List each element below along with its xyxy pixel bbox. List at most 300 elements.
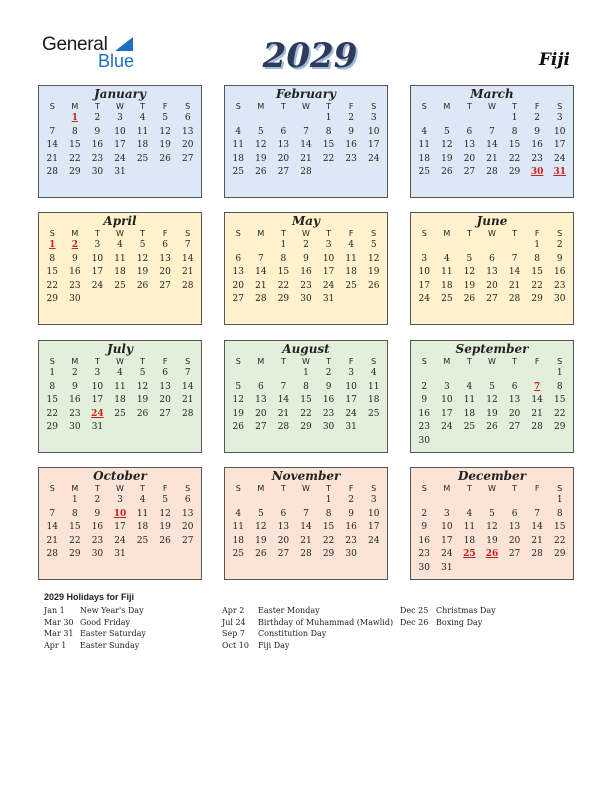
holiday-row xyxy=(222,640,393,652)
month-name: October xyxy=(93,469,147,483)
day-cell: 1 xyxy=(71,495,78,505)
day-cell: 21 xyxy=(531,535,543,546)
holiday-day-cell: 31 xyxy=(553,167,566,178)
day-cell: 6 xyxy=(280,508,287,519)
day-cell: 8 xyxy=(280,253,287,264)
weekday-header: T xyxy=(140,484,145,493)
day-cell: 18 xyxy=(463,408,476,419)
month-days-grid xyxy=(225,483,387,562)
day-cell: 25 xyxy=(463,422,476,433)
day-cell: 10 xyxy=(114,126,126,137)
day-cell: 28 xyxy=(181,280,194,291)
weekday-header: F xyxy=(348,484,354,493)
day-cell: 8 xyxy=(71,126,78,137)
day-cell: 1 xyxy=(556,368,563,378)
weekday-header: S xyxy=(557,357,563,366)
holiday-name: Easter Sunday xyxy=(80,640,140,650)
day-cell: 26 xyxy=(232,422,244,433)
day-cell: 9 xyxy=(325,381,332,392)
day-cell: 21 xyxy=(277,408,290,419)
day-cell: 19 xyxy=(463,280,476,291)
day-cell: 23 xyxy=(553,280,566,291)
day-cell: 7 xyxy=(49,126,56,137)
weekday-header: T xyxy=(140,229,145,238)
weekday-header: S xyxy=(421,102,427,111)
day-cell: 6 xyxy=(184,495,191,505)
month-may xyxy=(224,212,388,325)
day-cell: 26 xyxy=(136,280,149,291)
day-cell: 20 xyxy=(159,267,171,278)
empty-day-cell xyxy=(436,494,459,508)
day-cell: 15 xyxy=(553,522,566,533)
day-cell: 31 xyxy=(345,422,357,433)
weekday-header: T xyxy=(326,357,331,366)
day-cell: 3 xyxy=(325,240,332,250)
month-name: December xyxy=(457,469,527,483)
day-cell: 23 xyxy=(91,535,104,546)
weekday-header: W xyxy=(116,357,124,366)
holiday-column xyxy=(44,605,146,651)
day-cell: 18 xyxy=(136,140,149,151)
day-cell: 4 xyxy=(117,368,123,378)
day-cell: 12 xyxy=(159,126,171,137)
holiday-day-cell: 25 xyxy=(463,549,476,560)
weekday-header: M xyxy=(71,484,79,493)
holiday-name: New Year's Day xyxy=(80,606,144,615)
weekday-header: T xyxy=(326,229,331,238)
day-cell: 10 xyxy=(367,508,380,519)
day-cell: 27 xyxy=(486,294,498,305)
holiday-date: Jul 24 xyxy=(222,617,246,627)
empty-day-cell xyxy=(503,239,526,253)
empty-day-cell xyxy=(458,239,481,253)
day-cell: 10 xyxy=(91,253,104,264)
day-cell: 11 xyxy=(232,522,244,533)
day-cell: 17 xyxy=(553,140,566,151)
weekday-header: T xyxy=(326,484,331,493)
day-cell: 17 xyxy=(345,395,357,406)
month-days-grid xyxy=(411,228,573,307)
day-cell: 22 xyxy=(46,408,58,419)
weekday-header: W xyxy=(116,229,124,238)
day-cell: 25 xyxy=(136,535,149,546)
weekday-header: M xyxy=(71,229,79,238)
day-cell: 14 xyxy=(46,522,58,533)
day-cell: 15 xyxy=(508,140,521,151)
day-cell: 1 xyxy=(303,368,309,378)
day-cell: 13 xyxy=(159,381,171,392)
weekday-header: T xyxy=(512,102,517,111)
empty-day-cell xyxy=(227,112,250,126)
day-cell: 6 xyxy=(184,113,191,123)
day-cell: 8 xyxy=(556,381,563,392)
day-cell: 7 xyxy=(303,508,309,519)
empty-day-cell xyxy=(250,239,273,253)
day-cell: 5 xyxy=(489,381,495,392)
day-cell: 8 xyxy=(534,253,540,264)
day-cell: 20 xyxy=(508,535,521,546)
day-cell: 6 xyxy=(257,381,264,392)
day-cell: 25 xyxy=(136,153,149,164)
day-cell: 11 xyxy=(441,267,453,278)
day-cell: 19 xyxy=(255,535,267,546)
day-cell: 15 xyxy=(69,522,81,533)
day-cell: 24 xyxy=(418,294,430,305)
day-cell: 9 xyxy=(71,381,78,392)
day-cell: 21 xyxy=(255,280,267,291)
day-cell: 3 xyxy=(556,113,563,123)
weekday-header: W xyxy=(116,102,124,111)
day-cell: 19 xyxy=(136,267,149,278)
day-cell: 2 xyxy=(94,113,101,123)
day-cell: 11 xyxy=(345,253,357,264)
day-cell: 8 xyxy=(303,381,309,392)
day-cell: 4 xyxy=(235,508,242,519)
day-cell: 4 xyxy=(421,126,428,137)
day-cell: 14 xyxy=(486,140,498,151)
day-cell: 1 xyxy=(49,368,56,378)
day-cell: 26 xyxy=(159,153,171,164)
weekday-header: F xyxy=(534,229,540,238)
day-cell: 26 xyxy=(367,280,380,291)
holiday-date: Apr 2 xyxy=(222,606,245,615)
holiday-day-cell: 7 xyxy=(534,381,541,392)
day-cell: 17 xyxy=(91,267,104,278)
day-cell: 9 xyxy=(348,508,354,519)
day-cell: 19 xyxy=(159,140,171,151)
empty-day-cell xyxy=(503,494,526,508)
day-cell: 14 xyxy=(181,381,194,392)
day-cell: 21 xyxy=(46,153,58,164)
day-cell: 29 xyxy=(46,422,58,433)
day-cell: 24 xyxy=(553,153,566,164)
day-cell: 14 xyxy=(255,267,267,278)
weekday-header: S xyxy=(49,357,55,366)
weekday-header: S xyxy=(49,229,55,238)
day-cell: 16 xyxy=(531,140,543,151)
day-cell: 11 xyxy=(114,381,126,392)
day-cell: 10 xyxy=(367,126,380,137)
empty-day-cell xyxy=(272,367,295,381)
weekday-header: W xyxy=(302,229,310,238)
day-cell: 5 xyxy=(235,381,242,392)
month-days-grid xyxy=(39,101,201,180)
day-cell: 12 xyxy=(255,522,267,533)
day-cell: 23 xyxy=(531,153,543,164)
holiday-day-cell: 30 xyxy=(530,167,544,178)
day-cell: 18 xyxy=(418,153,430,164)
day-cell: 9 xyxy=(94,126,101,137)
day-cell: 7 xyxy=(280,381,287,392)
day-cell: 11 xyxy=(232,140,244,151)
day-cell: 28 xyxy=(277,422,290,433)
day-cell: 28 xyxy=(300,167,312,178)
weekday-header: S xyxy=(371,357,377,366)
day-cell: 27 xyxy=(277,167,290,178)
day-cell: 16 xyxy=(91,522,104,533)
day-cell: 29 xyxy=(508,167,521,178)
day-cell: 2 xyxy=(556,240,563,250)
month-name: November xyxy=(271,469,341,483)
day-cell: 27 xyxy=(159,280,171,291)
month-days-grid xyxy=(39,228,201,307)
day-cell: 7 xyxy=(49,508,56,519)
day-cell: 12 xyxy=(486,522,498,533)
empty-day-cell xyxy=(458,112,481,126)
weekday-header: S xyxy=(557,229,563,238)
weekday-header: F xyxy=(162,229,168,238)
holiday-name: Christmas Day xyxy=(436,606,496,615)
month-april xyxy=(38,212,202,325)
day-cell: 11 xyxy=(136,508,149,519)
day-cell: 11 xyxy=(367,381,380,392)
day-cell: 23 xyxy=(418,422,430,433)
day-cell: 14 xyxy=(300,522,312,533)
day-cell: 7 xyxy=(303,126,309,137)
month-december xyxy=(410,467,574,580)
weekday-header: M xyxy=(443,229,451,238)
day-cell: 24 xyxy=(345,408,357,419)
day-cell: 17 xyxy=(418,280,430,291)
day-cell: 6 xyxy=(235,253,242,264)
day-cell: 2 xyxy=(421,381,428,392)
day-cell: 12 xyxy=(136,381,149,392)
empty-day-cell xyxy=(227,494,250,508)
holiday-day-cell: 1 xyxy=(71,113,78,123)
weekday-header: W xyxy=(488,102,496,111)
day-cell: 22 xyxy=(300,408,312,419)
day-cell: 15 xyxy=(300,395,312,406)
day-cell: 17 xyxy=(367,522,380,533)
day-cell: 21 xyxy=(46,535,58,546)
empty-day-cell xyxy=(413,112,436,126)
day-cell: 8 xyxy=(49,381,56,392)
holiday-row xyxy=(222,605,393,617)
day-cell: 23 xyxy=(69,408,81,419)
holiday-name: Easter Monday xyxy=(258,606,320,615)
day-cell: 8 xyxy=(511,126,518,137)
day-cell: 15 xyxy=(322,522,335,533)
holiday-date: Jan 1 xyxy=(44,606,65,615)
day-cell: 25 xyxy=(441,294,453,305)
day-cell: 23 xyxy=(91,153,104,164)
day-cell: 20 xyxy=(463,153,476,164)
day-cell: 11 xyxy=(114,253,126,264)
day-cell: 7 xyxy=(257,253,264,264)
empty-day-cell xyxy=(250,494,273,508)
day-cell: 13 xyxy=(159,253,171,264)
day-cell: 24 xyxy=(441,549,453,560)
day-cell: 8 xyxy=(325,126,332,137)
day-cell: 4 xyxy=(370,368,377,378)
weekday-header: F xyxy=(534,484,540,493)
day-cell: 12 xyxy=(159,508,171,519)
day-cell: 22 xyxy=(553,535,566,546)
day-cell: 27 xyxy=(463,167,476,178)
day-cell: 2 xyxy=(348,113,354,123)
day-cell: 18 xyxy=(232,535,244,546)
day-cell: 2 xyxy=(348,495,354,505)
month-days-grid xyxy=(225,356,387,435)
day-cell: 3 xyxy=(370,113,377,123)
weekday-header: M xyxy=(257,102,265,111)
day-cell: 26 xyxy=(136,408,149,419)
day-cell: 7 xyxy=(534,508,540,519)
day-cell: 20 xyxy=(181,522,194,533)
day-cell: 23 xyxy=(345,153,357,164)
month-days-grid xyxy=(411,483,573,576)
weekday-header: T xyxy=(94,229,100,238)
day-cell: 13 xyxy=(181,508,194,519)
day-cell: 29 xyxy=(553,422,566,433)
month-name: August xyxy=(282,342,330,356)
day-cell: 20 xyxy=(255,408,267,419)
day-cell: 5 xyxy=(139,240,146,250)
day-cell: 2 xyxy=(534,113,540,123)
empty-day-cell xyxy=(41,112,64,126)
weekday-header: S xyxy=(185,102,191,111)
holiday-row xyxy=(400,605,496,617)
day-cell: 13 xyxy=(232,267,244,278)
day-cell: 4 xyxy=(139,113,146,123)
empty-day-cell xyxy=(526,494,549,508)
day-cell: 18 xyxy=(463,535,476,546)
month-days-grid xyxy=(225,101,387,180)
day-cell: 5 xyxy=(257,126,264,137)
holiday-name: Easter Saturday xyxy=(80,629,146,639)
weekday-header: M xyxy=(257,484,265,493)
day-cell: 14 xyxy=(508,267,521,278)
weekday-header: W xyxy=(302,357,310,366)
day-cell: 3 xyxy=(117,113,123,123)
empty-day-cell xyxy=(227,367,250,381)
day-cell: 13 xyxy=(486,267,498,278)
day-cell: 16 xyxy=(322,395,335,406)
day-cell: 29 xyxy=(69,167,81,178)
day-cell: 13 xyxy=(508,395,521,406)
day-cell: 18 xyxy=(114,267,126,278)
day-cell: 22 xyxy=(553,408,566,419)
empty-day-cell xyxy=(436,239,459,253)
logo-text-general: General xyxy=(42,34,108,55)
day-cell: 5 xyxy=(162,495,168,505)
day-cell: 4 xyxy=(348,240,354,250)
day-cell: 30 xyxy=(300,294,312,305)
holiday-date: Apr 1 xyxy=(44,640,67,650)
day-cell: 7 xyxy=(489,126,495,137)
day-cell: 13 xyxy=(181,126,194,137)
day-cell: 23 xyxy=(345,535,357,546)
day-cell: 20 xyxy=(277,535,290,546)
day-cell: 3 xyxy=(348,368,354,378)
holiday-day-cell: 26 xyxy=(485,549,499,560)
holiday-column xyxy=(222,605,393,651)
month-days-grid xyxy=(39,483,201,562)
empty-day-cell xyxy=(481,367,504,381)
weekday-header: F xyxy=(348,229,354,238)
day-cell: 12 xyxy=(136,253,149,264)
holiday-date: Sep 7 xyxy=(222,629,245,639)
day-cell: 9 xyxy=(421,395,428,406)
day-cell: 30 xyxy=(91,549,104,560)
empty-day-cell xyxy=(227,239,250,253)
day-cell: 28 xyxy=(531,422,543,433)
day-cell: 23 xyxy=(69,280,81,291)
day-cell: 1 xyxy=(511,113,518,123)
day-cell: 9 xyxy=(556,253,563,264)
day-cell: 28 xyxy=(486,167,498,178)
day-cell: 5 xyxy=(257,508,264,519)
weekday-header: T xyxy=(512,484,517,493)
month-november xyxy=(224,467,388,580)
weekday-header: M xyxy=(443,102,451,111)
day-cell: 11 xyxy=(418,140,430,151)
weekday-header: M xyxy=(257,229,265,238)
day-cell: 29 xyxy=(553,549,566,560)
day-cell: 12 xyxy=(463,267,476,278)
month-name: February xyxy=(275,87,336,101)
day-cell: 4 xyxy=(443,253,450,264)
holiday-date: Dec 25 xyxy=(400,606,429,615)
day-cell: 27 xyxy=(181,153,194,164)
holiday-day-cell: 24 xyxy=(91,408,104,419)
day-cell: 6 xyxy=(466,126,473,137)
weekday-header: T xyxy=(512,357,517,366)
day-cell: 2 xyxy=(71,368,78,378)
day-cell: 18 xyxy=(345,267,357,278)
day-cell: 17 xyxy=(114,522,126,533)
weekday-header: T xyxy=(280,229,286,238)
day-cell: 3 xyxy=(443,381,450,392)
day-cell: 30 xyxy=(345,549,357,560)
weekday-header: W xyxy=(302,102,310,111)
day-cell: 8 xyxy=(325,508,332,519)
day-cell: 26 xyxy=(255,549,267,560)
day-cell: 21 xyxy=(508,280,521,291)
day-cell: 3 xyxy=(94,240,101,250)
day-cell: 5 xyxy=(489,508,495,519)
holiday-row xyxy=(44,605,146,617)
weekday-header: S xyxy=(421,229,427,238)
holiday-row xyxy=(400,617,496,629)
day-cell: 30 xyxy=(91,167,104,178)
day-cell: 17 xyxy=(114,140,126,151)
day-cell: 30 xyxy=(322,422,335,433)
month-june xyxy=(410,212,574,325)
month-name: March xyxy=(470,87,514,101)
day-cell: 6 xyxy=(280,126,287,137)
day-cell: 22 xyxy=(508,153,521,164)
month-name: September xyxy=(455,342,529,356)
day-cell: 29 xyxy=(46,294,58,305)
weekday-header: S xyxy=(185,229,191,238)
day-cell: 21 xyxy=(181,267,194,278)
day-cell: 13 xyxy=(277,140,290,151)
day-cell: 14 xyxy=(531,395,543,406)
logo-triangle-icon xyxy=(115,37,133,51)
day-cell: 25 xyxy=(345,280,357,291)
day-cell: 14 xyxy=(300,140,312,151)
day-cell: 25 xyxy=(232,549,244,560)
weekday-header: T xyxy=(280,357,286,366)
day-cell: 31 xyxy=(441,562,453,573)
day-cell: 26 xyxy=(463,294,476,305)
day-cell: 24 xyxy=(367,153,380,164)
day-cell: 12 xyxy=(441,140,453,151)
day-cell: 6 xyxy=(511,381,518,392)
holiday-row xyxy=(44,617,146,629)
holidays-title: 2029 Holidays for Fiji xyxy=(44,592,135,602)
